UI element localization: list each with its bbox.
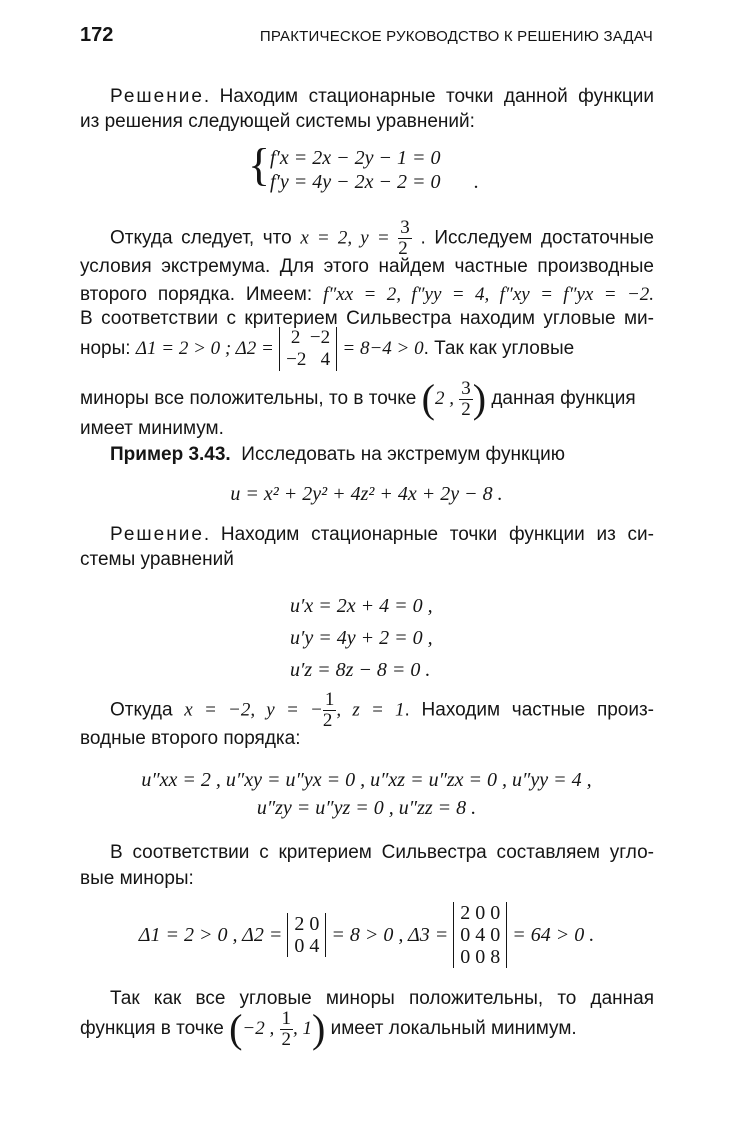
- fraction: $\frac{1}{2}$: [281, 1007, 292, 1050]
- minors-line: Δ1 = 2 > 0 , Δ2 = 2 0 0 4 = 8 > 0 , Δ3 = 2 0 0 0 4 0 0 0 8 = 64 > 0 .: [138, 902, 595, 968]
- sol2-line-4: водные второго порядка:: [80, 728, 301, 749]
- equation: u′x = 2x + 4 = 0 ,: [290, 595, 433, 617]
- sol1-line-4: условия экстремума. Для этого найдем частные производные: [80, 256, 654, 277]
- example-label: Пример 3.43.: [110, 444, 231, 465]
- sol1-line-9: имеет минимум.: [80, 418, 224, 439]
- conclusion-line-1: Так как все угловые миноры положительны, то данная: [110, 988, 654, 1009]
- sol2-line-5: В соответствии с критерием Сильвестра составляем угло-: [110, 842, 654, 863]
- derivatives-line-2: u″zy = u″yz = 0 , u″zz = 8 .: [256, 797, 477, 819]
- sol2-line-2: стемы уравнений: [80, 549, 234, 570]
- sol2-line-3: Откуда x = −2, y = − $\frac{1}{2}$ , z = 1. Находим частные произ-: [110, 689, 655, 731]
- sol1-line-8: миноры все положительны, то в точке (2 , $\frac{3}{2}$ ) данная функция: [80, 376, 636, 421]
- fraction: $\frac{3}{2}$: [398, 217, 410, 259]
- sol1-line-1: Решение. Находим стационарные точки данной функции: [110, 86, 654, 107]
- equation: u′y = 4y + 2 = 0 ,: [290, 627, 433, 649]
- fraction: $\frac{1}{2}$: [322, 689, 335, 731]
- example-formula: u = x² + 2y² + 4z² + 4x + 2y − 8 .: [230, 483, 503, 505]
- conclusion-line-2: функция в точке (−2 , $\frac{1}{2}$ , 1) имеет локальный минимум.: [80, 1006, 577, 1051]
- page-number: 172: [80, 24, 114, 46]
- equation-system-2: [290, 590, 433, 686]
- system-brace: {: [248, 139, 271, 190]
- determinant-2x2: 2 0 0 4: [287, 913, 326, 957]
- solution-label: Решение: [110, 86, 204, 107]
- solution-label: Решение: [110, 524, 204, 545]
- equation: f′x = 2x − 2y − 1 = 0: [270, 147, 441, 169]
- sol1-line-2: из решения следующей системы уравнений:: [80, 111, 475, 132]
- sol1-line-7: норы: Δ1 = 2 > 0 ; Δ2 = 2 −2 −2 4 = 8−4 > 0. Так как угловые: [80, 326, 575, 370]
- running-title: ПРАКТИЧЕСКОЕ РУКОВОДСТВО К РЕШЕНИЮ ЗАДАЧ: [259, 28, 653, 45]
- system-equations: [270, 146, 441, 194]
- sol2-line-6: вые миноры:: [80, 868, 194, 889]
- sol1-line-5: второго порядка. Имеем: f″xx = 2, f″yy = 4, f″xy = f″yx = −2.: [80, 284, 655, 305]
- sol1-line-3: Откуда следует, что x = 2, y = $\frac{3}{2}$ . Исследуем достаточные: [110, 217, 654, 259]
- example-heading: Пример 3.43. Исследовать на экстремум функцию: [110, 444, 566, 465]
- fraction: $\frac{3}{2}$: [461, 377, 471, 420]
- equation-period: .: [474, 171, 479, 193]
- sol1-line-6: В соответствии с критерием Сильвестра находим угловые ми-: [80, 308, 654, 329]
- sol2-line-1: Решение. Находим стационарные точки функции из си-: [110, 524, 654, 545]
- derivatives-line-1: u″xx = 2 , u″xy = u″yx = 0 , u″xz = u″zx = 0 , u″yy = 4 ,: [141, 769, 592, 791]
- equation: f′y = 4y − 2x − 2 = 0: [270, 171, 441, 193]
- determinant-3x3: 2 0 0 0 4 0 0 0 8: [453, 902, 507, 968]
- determinant-2x2: 2 −2 −2 4: [279, 327, 337, 371]
- equation: u′z = 8z − 8 = 0 .: [290, 659, 431, 681]
